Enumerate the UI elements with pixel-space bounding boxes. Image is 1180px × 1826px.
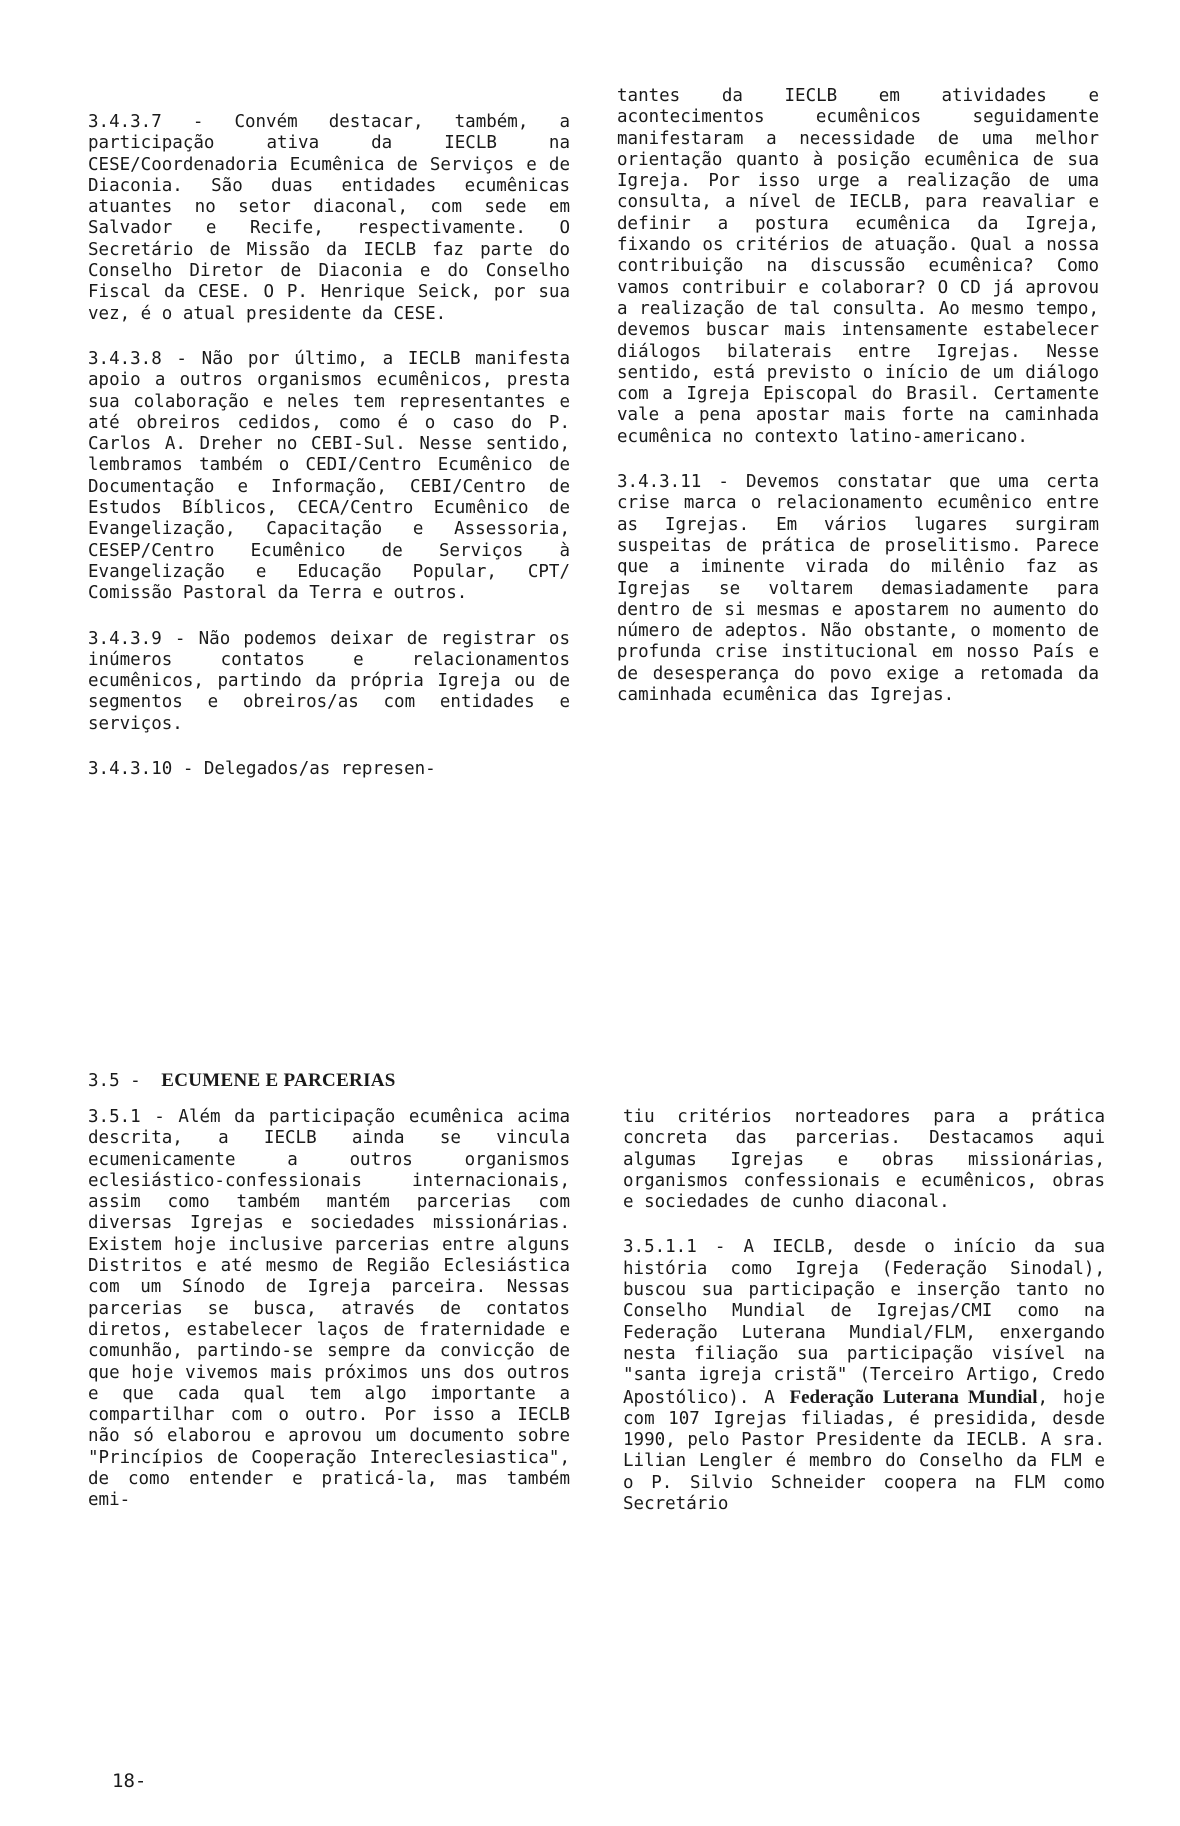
right-column-bottom (623, 1107, 1105, 1539)
flm-bold-name: Federação Luterana Mundial (789, 1386, 1038, 1408)
paragraph-3-5-1-1 (623, 1237, 1105, 1515)
page-number: 18- (112, 1770, 147, 1792)
paragraph-3-4-3-7: 3.4.3.7 - Convém destacar, também, a participação ativa da IECLB na CESE/Coordenadoria Ecumênica de Serviços e de Diaconia. São duas entidades ecumênicas atuantes no setor diaconal, com sede em Salvador e Recife, respectivamente. O Secretário de Missão da IECLB faz parte do Conselho Diretor de Diaconia e do Conselho Fiscal da CESE. O P. Henrique Seick, por sua vez, é o atual presidente da CESE. (88, 112, 570, 324)
paragraph-3-5-1-1-part2: , hoje com 107 Igrejas filiadas, é presidida, desde 1990, pelo Pastor Presidente da IECLB. A sra. Lilian Lengler é membro do Conselho da FLM e o P. Silvio Schneider coopera na FLM como Secretário (623, 1387, 1105, 1515)
paragraph-3-4-3-9: 3.4.3.9 - Não podemos deixar de registrar os inúmeros contatos e relacionamentos ecumênicos, partindo da própria Igreja ou de segmentos e obreiros/as com entidades e serviços. (88, 628, 570, 734)
paragraph-3-4-3-8: 3.4.3.8 - Não por último, a IECLB manifesta apoio a outros organismos ecumênicos, presta sua colaboração e neles tem representantes e até obreiros cedidos, como é o caso do P. Carlos A. Dreher no CEBI-Sul. Nesse sentido, lembramos também o CEDI/Centro Ecumênico de Documentação e Informação, CEBI/Centro de Estudos Bíblicos, CECA/Centro Ecumênico de Evangelização, Capacitação e Assessoria, CESEP/Centro Ecumênico de Serviços à Evangelização e Educação Popular, CPT/ Comissão Pastoral da Terra e outros. (88, 348, 570, 604)
section-number: 3.5 - (88, 1071, 141, 1091)
paragraph-3-5-1-cont: tiu critérios norteadores para a prática concreta das parcerias. Destacamos aqui algumas Igrejas e obras missionárias, organismos confessionais e ecumênicos, obras e sociedades de cunho diaconal. (623, 1107, 1105, 1213)
paragraph-3-4-3-11: 3.4.3.11 - Devemos constatar que uma certa crise marca o relacionamento ecumênico entre as Igrejas. Em vários lugares surgiram suspeitas de prática de proselitismo. Parece que a iminente virada do milênio faz as Igrejas se voltarem demasiadamente para dentro de si mesmas e apostarem no aumento do número de adeptos. Não obstante, o momento de profunda crise institucional em nosso País e de desesperança do povo exige a retomada da caminhada ecumênica das Igrejas. (617, 472, 1099, 706)
paragraph-3-4-3-10-start: 3.4.3.10 - Delegados/as represen- (88, 759, 436, 780)
right-column-top (617, 86, 1099, 730)
paragraph-3-5-1: 3.5.1 - Além da participação ecumênica acima descrita, a IECLB ainda se vincula ecumenicamente a outros organismos eclesiástico-confessionais internacionais, assim como também mantém parcerias com diversas Igrejas e sociedades missionárias. Existem hoje inclusive parcerias entre alguns Distritos e até mesmo de Região Eclesiástica com um Sínodo de Igreja parceira. Nessas parcerias se busca, através de contatos diretos, estabelecer laços de fraternidade e comunhão, partindo-se sempre da convicção de que hoje vivemos mais próximos uns dos outros e que cada qual tem algo importante a compartilhar com o outro. Por isso a IECLB não só elaborou e aprovou um documento sobre "Princípios de Cooperação Intereclesiastica", de como entender e praticá-la, mas também emi- (88, 1107, 570, 1511)
paragraph-3-4-3-10-cont: tantes da IECLB em atividades e acontecimentos ecumênicos seguidamente manifestaram a necessidade de uma melhor orientação quanto à posição ecumênica de sua Igreja. Por isso urge a realização de uma consulta, a nível de IECLB, para reavaliar e definir a postura ecumênica da Igreja, fixando os critérios de atuação. Qual a nossa contribuição na discussão ecumênica? Como vamos contribuir e colaborar? O CD já aprovou a realização de tal consulta. Ao mesmo tempo, devemos buscar mais intensamente estabelecer diálogos bilaterais entre Igrejas. Nesse sentido, está previsto o início de um diálogo com a Igreja Episcopal do Brasil. Certamente vale a pena apostar mais forte na caminhada ecumênica no contexto latino-americano. (617, 86, 1099, 447)
section-heading (88, 1070, 396, 1092)
paragraph-3-5-1-1-part1: 3.5.1.1 - A IECLB, desde o início da sua história como Igreja (Federação Sinodal), buscou sua participação e inserção tanto no Conselho Mundial de Igrejas/CMI como na Federação Luterana Mundial/FLM, enxergando nesta filiação sua participação visível na "santa igreja cristã" (Terceiro Artigo, Credo Apostólico). A (623, 1237, 1105, 1408)
section-title: ECUMENE E PARCERIAS (161, 1070, 396, 1091)
left-column-top (88, 112, 570, 804)
left-column-bottom (88, 1107, 570, 1536)
